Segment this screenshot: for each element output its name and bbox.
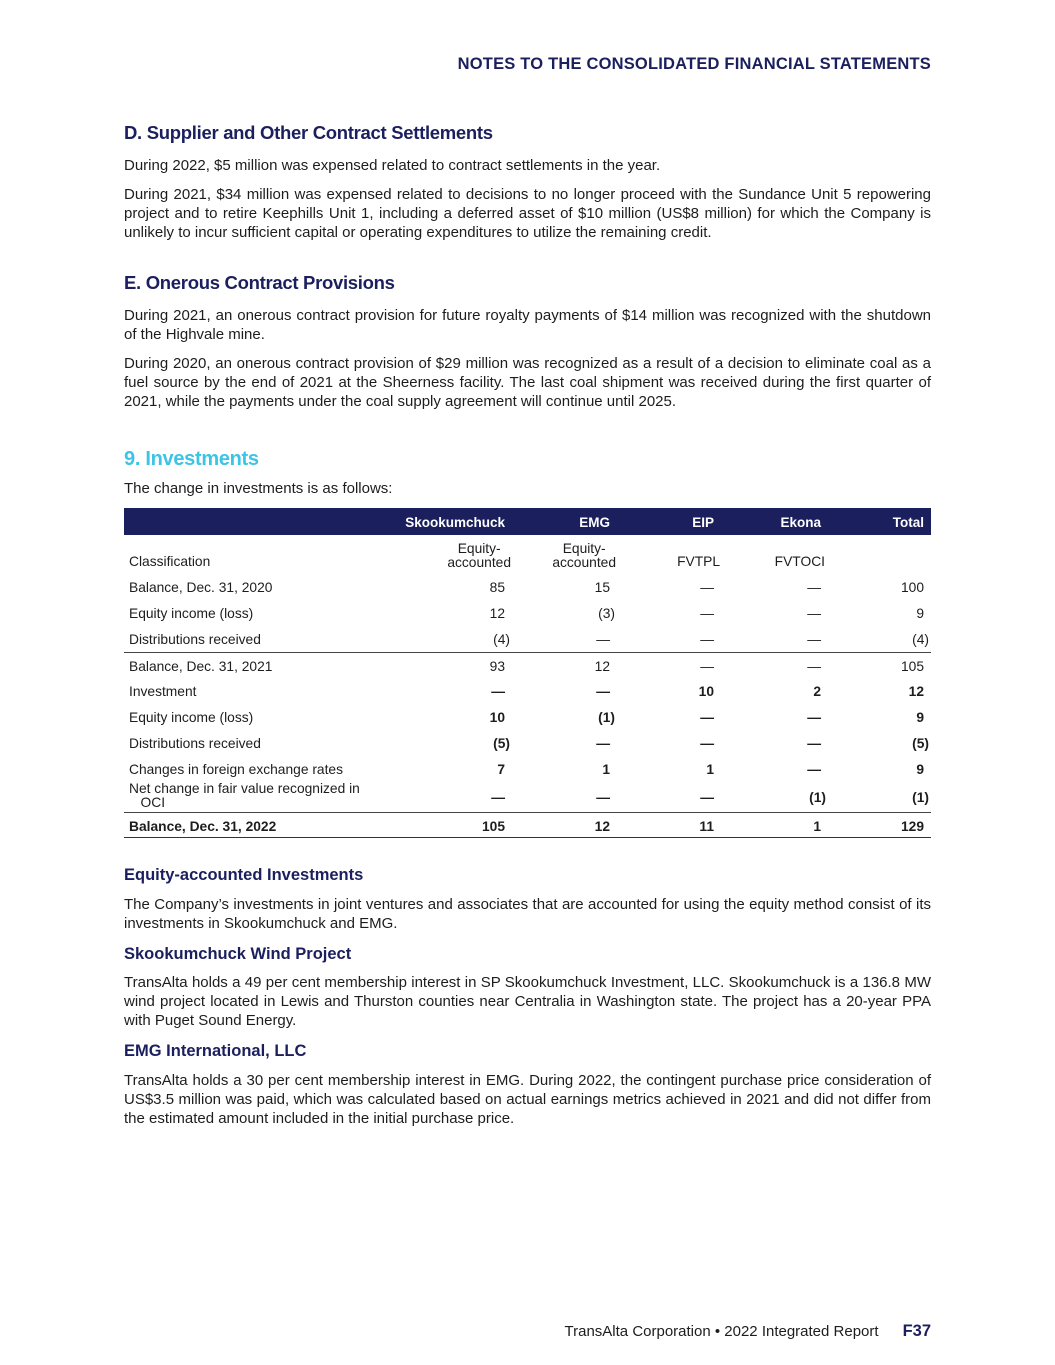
cell-emg: (1) [598, 710, 615, 725]
section-e-paragraph-1: During 2021, an onerous contract provision for future royalty payments of $14 million was recognized with the shutdown of the Highvale mine. [124, 307, 931, 343]
cell-skookumchuck: (5) [493, 736, 510, 751]
footer-text: TransAlta Corporation • 2022 Integrated Report [564, 1323, 879, 1340]
section-e-paragraph-2: During 2020, an onerous contract provision of $29 million was recognized as a result of a decision to eliminate coal as a fuel source by the end of 2021 at the Sheerness facility. The last coal shipment was received during the first quarter of 2021, while the payments under the coal supply agreement will continue until 2025. [124, 355, 931, 410]
page-number: F37 [902, 1322, 931, 1340]
cell-total: 105 [900, 659, 924, 674]
row-label: Distributions received [129, 632, 261, 647]
row-label: Equity income (loss) [129, 710, 254, 725]
cell-emg: — [596, 790, 610, 805]
cell-skookumchuck: 7 [497, 762, 505, 777]
page-header: NOTES TO THE CONSOLIDATED FINANCIAL STATEMENTS [457, 55, 931, 73]
cell-eip: 10 [698, 684, 714, 699]
table-row [124, 782, 931, 812]
cell-eip: 1 [706, 762, 714, 777]
cell-emg: — [596, 684, 610, 699]
column-header-skookumchuck: Skookumchuck [405, 515, 505, 530]
cell-total: (5) [912, 736, 929, 751]
column-header-emg: EMG [579, 515, 610, 530]
table-body [124, 574, 931, 838]
cell-total: 100 [900, 580, 924, 595]
table-row [124, 574, 931, 600]
cell-emg: (3) [598, 606, 615, 621]
cell-ekona: — [807, 710, 821, 725]
cell-total: 9 [916, 606, 924, 621]
column-header-total: Total [892, 515, 924, 530]
section-d-heading: D. Supplier and Other Contract Settlements [124, 122, 493, 143]
cell-emg: 15 [594, 580, 610, 595]
column-header-eip: EIP [692, 515, 714, 530]
skookumchuck-paragraph: TransAlta holds a 49 per cent membership interest in SP Skookumchuck Investment, LLC. Skookumchuck is a 136.8 MW wind project located in Lewis and Thurston counties near Centralia in Washington state. The project has a 20-year PPA with Puget Sound Energy. [124, 974, 931, 1029]
table-row [124, 678, 931, 704]
cell-total: (1) [912, 790, 929, 805]
row-label: Changes in foreign exchange rates [129, 762, 343, 777]
cell-eip: — [700, 790, 714, 805]
cell-total: 129 [900, 819, 924, 834]
cell-skookumchuck: (4) [493, 632, 510, 647]
table-row [124, 600, 931, 626]
section-9-heading: 9. Investments [124, 448, 259, 470]
cell-total: 12 [908, 684, 924, 699]
page-footer [565, 1322, 931, 1341]
cell-eip: 11 [699, 819, 714, 834]
cell-skookumchuck: 85 [489, 580, 505, 595]
table-row [124, 704, 931, 730]
cell-skookumchuck: 12 [489, 606, 505, 621]
section-d-paragraph-1: During 2022, $5 million was expensed related to contract settlements in the year. [124, 157, 661, 174]
classification-eip: FVTPL [677, 554, 720, 569]
cell-eip: — [700, 736, 714, 751]
classification-ekona: FVTOCI [774, 554, 825, 569]
cell-ekona: — [807, 580, 821, 595]
section-e-heading: E. Onerous Contract Provisions [124, 272, 395, 293]
skookumchuck-heading: Skookumchuck Wind Project [124, 945, 352, 963]
equity-heading: Equity-accounted Investments [124, 866, 364, 884]
classification-emg: Equity- accounted [552, 541, 616, 570]
cell-eip: — [700, 632, 714, 647]
table-row [124, 812, 931, 838]
cell-eip: — [700, 580, 714, 595]
cell-total: (4) [912, 632, 929, 647]
cell-emg: — [596, 632, 610, 647]
equity-paragraph: The Company’s investments in joint ventures and associates that are accounted for using the equity method consist of its investments in Skookumchuck and EMG. [124, 896, 931, 932]
classification-label: Classification [129, 554, 211, 569]
row-label: Balance, Dec. 31, 2022 [129, 819, 277, 834]
row-label: Net change in fair value recognized in OCI [129, 781, 360, 810]
cell-ekona: — [807, 762, 821, 777]
classification-row [124, 535, 931, 574]
investments-table [124, 508, 931, 838]
cell-emg: — [596, 736, 610, 751]
row-label: Equity income (loss) [129, 606, 254, 621]
cell-ekona: — [807, 736, 821, 751]
cell-eip: — [700, 659, 714, 674]
cell-ekona: — [807, 632, 821, 647]
table-header-row [124, 508, 931, 535]
table-row [124, 756, 931, 782]
cell-ekona: — [807, 659, 821, 674]
cell-eip: — [700, 710, 714, 725]
table-row [124, 626, 931, 652]
cell-emg: 12 [594, 819, 610, 834]
cell-ekona: (1) [809, 790, 826, 805]
cell-skookumchuck: 105 [481, 819, 505, 834]
emg-heading: EMG International, LLC [124, 1042, 307, 1060]
cell-skookumchuck: — [491, 684, 505, 699]
row-label: Balance, Dec. 31, 2020 [129, 580, 273, 595]
cell-ekona: 2 [813, 684, 821, 699]
table-row [124, 730, 931, 756]
section-9-intro: The change in investments is as follows: [124, 480, 393, 497]
section-d-paragraph-2: During 2021, $34 million was expensed related to decisions to no longer proceed with the Sundance Unit 5 repowering project and to retire Keephills Unit 1, including a deferred asset of $10 million (US$8 million) for which the Company is unlikely to incur sufficient capital or operating expenditures to utilize the remaining credit. [124, 186, 931, 241]
table-row [124, 652, 931, 678]
classification-skookumchuck: Equity- accounted [447, 541, 511, 570]
cell-total: 9 [916, 710, 924, 725]
emg-paragraph: TransAlta holds a 30 per cent membership interest in EMG. During 2022, the contingent purchase price consideration of US$3.5 million was paid, which was calculated based on actual earnings metrics achieved in 2021 and did not differ from the estimated amount included in the initial purchase price. [124, 1072, 931, 1127]
cell-emg: 1 [602, 762, 610, 777]
cell-emg: 12 [594, 659, 610, 674]
row-label: Balance, Dec. 31, 2021 [129, 659, 273, 674]
cell-skookumchuck: 10 [489, 710, 505, 725]
cell-total: 9 [916, 762, 924, 777]
cell-skookumchuck: — [491, 790, 505, 805]
column-header-ekona: Ekona [780, 515, 821, 530]
row-label: Investment [129, 684, 197, 699]
cell-ekona: 1 [813, 819, 821, 834]
cell-skookumchuck: 93 [489, 659, 505, 674]
cell-eip: — [700, 606, 714, 621]
cell-ekona: — [807, 606, 821, 621]
row-label: Distributions received [129, 736, 261, 751]
